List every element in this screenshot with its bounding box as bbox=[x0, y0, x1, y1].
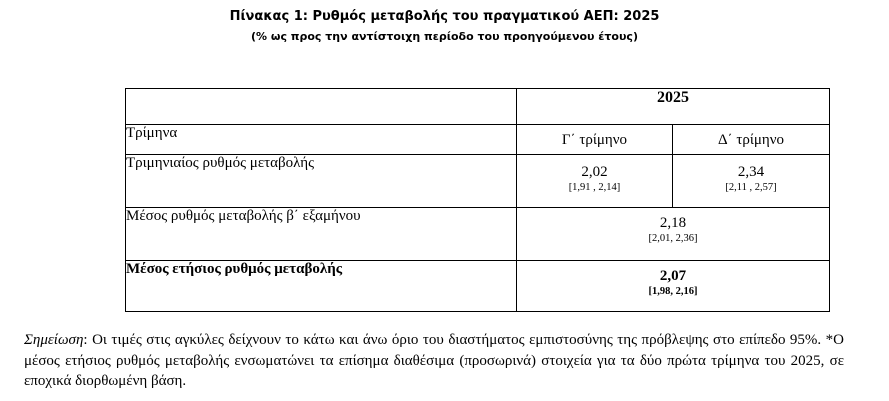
q3-confidence-interval: [1,91 , 2,14] bbox=[568, 182, 621, 193]
gdp-growth-table bbox=[125, 88, 830, 312]
table-row bbox=[126, 155, 830, 208]
table-row bbox=[126, 208, 830, 261]
table-note bbox=[24, 330, 844, 392]
table-title: Πίνακας 1: Ρυθμός μεταβολής του πραγματικού ΑΕΠ: 2025 bbox=[229, 9, 660, 24]
quarter-row-label: Τρίμηνα bbox=[126, 125, 517, 155]
q4-confidence-interval: [2,11 , 2,57] bbox=[725, 182, 777, 193]
q4-cell bbox=[673, 155, 830, 208]
year-header-row bbox=[126, 89, 830, 125]
half-year-confidence-interval: [2,01, 2,36] bbox=[648, 233, 698, 244]
q3-header: Γ΄ τρίμηνο bbox=[517, 125, 673, 155]
half-year-value: 2,18 bbox=[659, 215, 687, 231]
row-label-annual: Μέσος ετήσιος ρυθμός μεταβολής bbox=[126, 261, 517, 312]
note-label: Σημείωση bbox=[24, 332, 84, 348]
q4-value: 2,34 bbox=[737, 164, 765, 180]
annual-value: 2,07 bbox=[659, 268, 687, 284]
annual-cell bbox=[517, 261, 830, 312]
note-text: : Οι τιμές στις αγκύλες δείχνουν το κάτω και άνω όριο του διαστήματος εμπιστοσύνης της πρόβλεψης στο επίπεδο 95%. *Ο μέσος ετήσιος ρυθμός μεταβολής ενσωματώνει τα επίσημα διαθέσιμα (προσωρινά) στοιχεία για τα δύο πρώτα τρίμηνα του 2025, σε εποχικά διορθωμένη βάση. bbox=[24, 332, 844, 389]
row-label-half-year: Μέσος ρυθμός μεταβολής β΄ εξαμήνου bbox=[126, 208, 517, 261]
table-row bbox=[126, 261, 830, 312]
q4-header: Δ΄ τρίμηνο bbox=[673, 125, 830, 155]
half-year-cell bbox=[517, 208, 830, 261]
year-header: 2025 bbox=[517, 89, 830, 125]
quarter-header-row bbox=[126, 125, 830, 155]
q3-cell bbox=[517, 155, 673, 208]
row-label-quarterly: Τριμηνιαίος ρυθμός μεταβολής bbox=[126, 155, 517, 208]
annual-confidence-interval: [1,98, 2,16] bbox=[648, 286, 698, 297]
table-subtitle: (% ως προς την αντίστοιχη περίοδο του προηγούμενου έτους) bbox=[251, 30, 638, 43]
q3-value: 2,02 bbox=[581, 164, 608, 180]
empty-corner-cell bbox=[126, 89, 517, 125]
